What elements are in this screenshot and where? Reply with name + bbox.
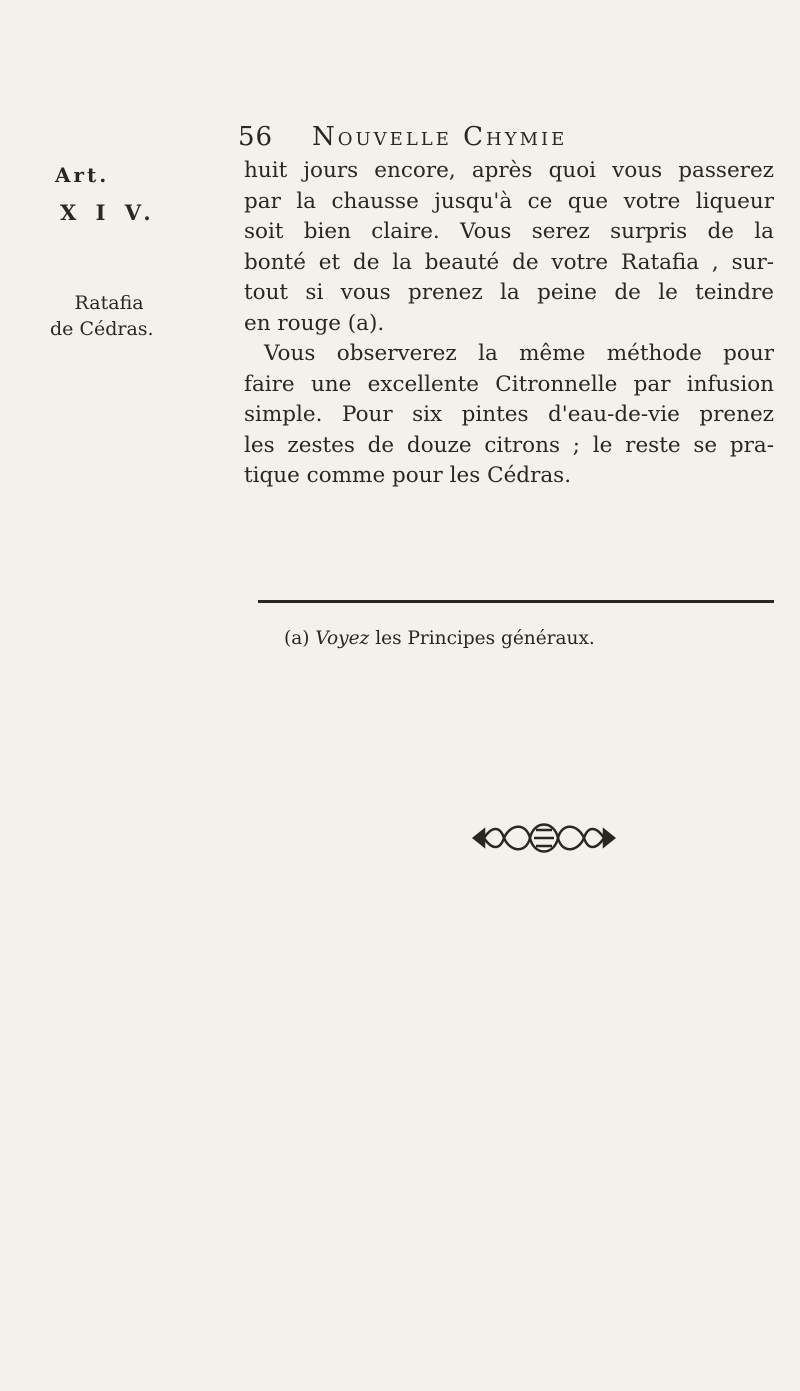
text-line: en rouge (a). xyxy=(244,310,385,336)
article-number: X I V. xyxy=(60,200,157,225)
text-line: les zestes de douze citrons ; le reste se pra- xyxy=(244,432,774,458)
body-text xyxy=(244,156,774,492)
margin-note-line: de Cédras. xyxy=(50,318,154,340)
text-line: Vous observerez la même méthode pour xyxy=(264,341,774,366)
text-line: bonté et de la beauté de votre Ratafia , sur- xyxy=(244,249,774,275)
text-line: huit jours encore, après quoi vous passerez xyxy=(244,158,774,183)
text-line: tout si vous prenez la peine de le teindre xyxy=(244,280,774,305)
footnote-italic: Voyez xyxy=(315,628,370,649)
footnote-rule xyxy=(258,600,774,603)
text-line: par la chausse jusqu'à ce que votre liqueur xyxy=(244,188,774,214)
text-line: faire une excellente Citronnelle par infusion xyxy=(244,371,774,397)
running-title: Nouvelle Chymie xyxy=(312,122,568,152)
article-label: Art. xyxy=(55,163,110,187)
margin-note-line: Ratafia xyxy=(74,292,144,314)
footnote-marker: (a) xyxy=(284,628,310,649)
page-number: 56 xyxy=(238,122,274,152)
footnote-text: les Principes généraux. xyxy=(375,628,595,649)
text-line: simple. Pour six pintes d'eau-de-vie prenez xyxy=(244,402,774,427)
fleuron-ornament-icon xyxy=(470,818,618,858)
footnote xyxy=(284,628,595,649)
margin-note xyxy=(50,290,154,342)
text-line: tique comme pour les Cédras. xyxy=(244,463,572,488)
page-header xyxy=(0,122,800,158)
text-line: soit bien claire. Vous serez surpris de la xyxy=(244,219,774,244)
